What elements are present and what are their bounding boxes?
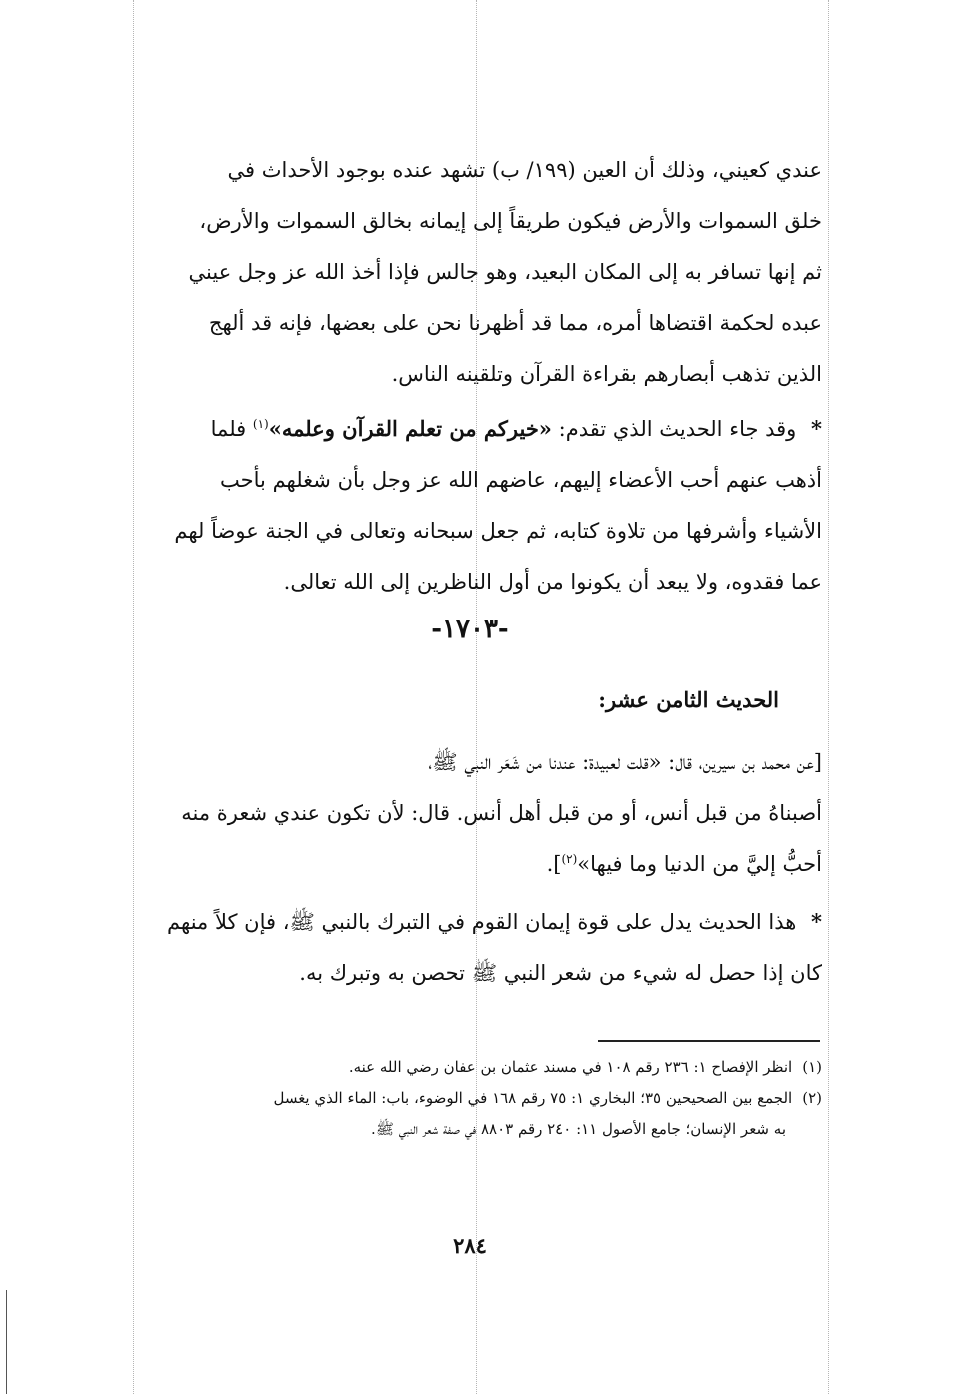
footnote-text: انظر الإفصاح ١: ٢٣٦ رقم ١٠٨ في مسند عثمان بن عفان رضي الله عنه. bbox=[348, 1058, 793, 1076]
footnote bbox=[110, 1052, 822, 1083]
footnote-text: الجمع بين الصحيحين ٣٥؛ البخاري ١: ٧٥ رقم ١٦٨ في الوضوء، باب: الماء الذي يغسل bbox=[273, 1089, 793, 1107]
text-span: هذا الحديث يدل على قوة إيمان القوم في التبرك بالنبي ﷺ، فإن كلاً منهم bbox=[167, 910, 797, 934]
footnote-ref[interactable]: (٢) bbox=[561, 852, 578, 866]
paragraph-4 bbox=[110, 896, 822, 999]
paragraph-1 bbox=[110, 145, 822, 400]
page-number: ٢٨٤ bbox=[453, 1233, 487, 1258]
star-marker: * bbox=[811, 416, 822, 441]
hadith-number: -١٧٠٣- bbox=[431, 614, 509, 644]
text-line: عما فقدوه، ولا يبعد أن يكونوا من أول الناظرين إلى الله تعالى. bbox=[283, 570, 822, 594]
text-line bbox=[110, 403, 822, 455]
text-line: الأشياء وأشرفها من تلاوة كتابه، ثم جعل سبحانه وتعالى في الجنة عوضاً لهم bbox=[174, 519, 822, 543]
section-heading: الحديث الثامن عشر: bbox=[598, 687, 779, 712]
scan-edge-line bbox=[6, 1290, 7, 1394]
hadith-quote: «خيركم من تعلم القرآن وعلمه» bbox=[268, 416, 552, 441]
text-span: ]. bbox=[546, 852, 562, 876]
text-line: كان إذا حصل له شيء من شعر النبي ﷺ تحصن به وتبرك به. bbox=[299, 961, 822, 985]
footnote-number: (١) bbox=[802, 1058, 822, 1076]
text-span: فلما bbox=[210, 417, 247, 441]
paragraph-3 bbox=[110, 737, 822, 890]
text-line: أصبناهُ من قبل أنس، أو من قبل أهل أنس. قال: لأن تكون عندي شعرة منه bbox=[181, 801, 822, 825]
footnote-continuation: به شعر الإنسان؛ جامع الأصول ١١: ٢٤٠ رقم ٨٨٠٣ في صفة شعر النبي ﷺ. bbox=[371, 1120, 786, 1138]
footnote-ref[interactable]: (١) bbox=[252, 417, 269, 431]
text-line: أذهب عنهم أحب الأعضاء إليهم، عاضهم الله عز وجل بأن شغلهم بأحب bbox=[220, 468, 822, 492]
text-line: عندي كعيني، وذلك أن العين (١٩٩/ ب) تشهد عنده بوجود الأحداث في bbox=[227, 158, 822, 182]
paragraph-2 bbox=[110, 403, 822, 608]
footnote-number: (٢) bbox=[802, 1089, 822, 1107]
footnote-separator bbox=[598, 1040, 820, 1042]
star-marker: * bbox=[811, 909, 822, 934]
text-line: ثم إنها تسافر به إلى المكان البعيد، وهو جالس فإذا أخذ الله عز وجل عيني bbox=[188, 260, 822, 284]
text-line: الذين تذهب أبصارهم بقراءة القرآن وتلقينه الناس. bbox=[391, 362, 822, 386]
text-line: خلق السموات والأرض فيكون طريقاً إلى إيمانه بخالق السموات والأرض، bbox=[199, 209, 822, 233]
text-line: [عن محمد بن سيرين، قال: «قلت لعبيدة: عندنا من شَعَر النبي ﷺ، bbox=[428, 750, 822, 774]
footnotes bbox=[110, 1052, 822, 1145]
text-line bbox=[110, 896, 822, 948]
text-span: وقد جاء الحديث الذي تقدم: bbox=[558, 417, 797, 441]
scan-guide-line bbox=[828, 0, 829, 1394]
footnote bbox=[110, 1083, 822, 1114]
text-line: عبده لحكمة اقتضاها أمره، مما قد أظهرنا نحن على بعضها، فإنه قد ألهج bbox=[208, 311, 822, 335]
text-span: أحبُّ إليَّ من الدنيا وما فيها» bbox=[577, 852, 822, 876]
text-line bbox=[110, 839, 822, 890]
